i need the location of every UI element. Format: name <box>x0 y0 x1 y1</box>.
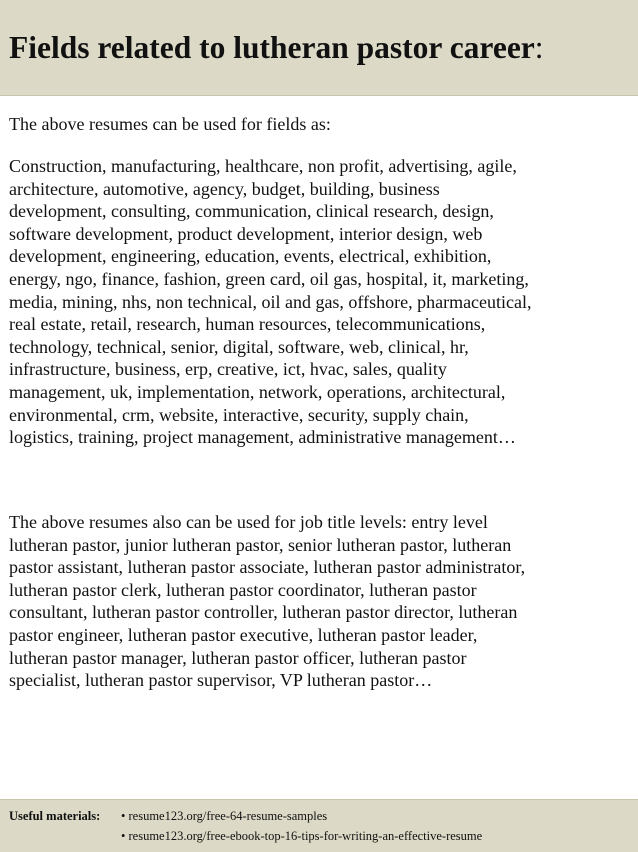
job-titles-line: The above resumes also can be used for job title levels: entry level <box>9 512 488 532</box>
fields-line: media, mining, nhs, non technical, oil and gas, offshore, pharmaceutical, <box>9 291 532 312</box>
job-titles-line: lutheran pastor, junior lutheran pastor, senior lutheran pastor, lutheran <box>9 534 512 555</box>
fields-line: energy, ngo, finance, fashion, green card, oil gas, hospital, it, marketing, <box>9 268 529 289</box>
job-titles-line: pastor assistant, lutheran pastor associate, lutheran pastor administrator, <box>9 557 526 578</box>
fields-line: architecture, automotive, agency, budget, building, business <box>9 178 440 199</box>
job-titles-line: lutheran pastor manager, lutheran pastor officer, lutheran pastor <box>9 647 467 668</box>
useful-materials-label: Useful materials: <box>9 809 101 823</box>
resume-tips-ebook-link[interactable]: • resume123.org/free-ebook-top-16-tips-for-writing-an-effective-resume <box>121 829 483 843</box>
page-title-colon: : <box>534 30 544 65</box>
fields-line: real estate, retail, research, human resources, telecommunications, <box>9 314 486 335</box>
job-titles-paragraph <box>9 511 634 692</box>
fields-line: software development, product development, interior design, web <box>9 223 483 244</box>
fields-line: management, uk, implementation, network, operations, architectural, <box>9 381 506 402</box>
intro-text: The above resumes can be used for fields as: <box>9 114 331 134</box>
fields-line: environmental, crm, website, interactive, security, supply chain, <box>9 404 469 425</box>
page-title <box>9 28 544 68</box>
fields-line: logistics, training, project management, administrative management… <box>9 427 516 448</box>
fields-line: development, engineering, education, events, electrical, exhibition, <box>9 246 492 267</box>
useful-materials-footer <box>0 799 638 852</box>
job-titles-line: specialist, lutheran pastor supervisor, VP lutheran pastor… <box>9 670 433 691</box>
fields-line: Construction, manufacturing, healthcare, non profit, advertising, agile, <box>9 156 517 176</box>
title-banner <box>0 0 638 96</box>
resume-samples-link[interactable]: • resume123.org/free-64-resume-samples <box>121 809 328 823</box>
job-titles-line: pastor engineer, lutheran pastor executive, lutheran pastor leader, <box>9 624 478 645</box>
page-title-text: Fields related to lutheran pastor career <box>9 30 535 65</box>
fields-paragraph <box>9 155 634 449</box>
fields-line: development, consulting, communication, clinical research, design, <box>9 201 494 222</box>
fields-line: infrastructure, business, erp, creative, ict, hvac, sales, quality <box>9 359 447 380</box>
fields-line: technology, technical, senior, digital, software, web, clinical, hr, <box>9 336 469 357</box>
job-titles-line: consultant, lutheran pastor controller, lutheran pastor director, lutheran <box>9 602 518 623</box>
job-titles-line: lutheran pastor clerk, lutheran pastor coordinator, lutheran pastor <box>9 579 477 600</box>
